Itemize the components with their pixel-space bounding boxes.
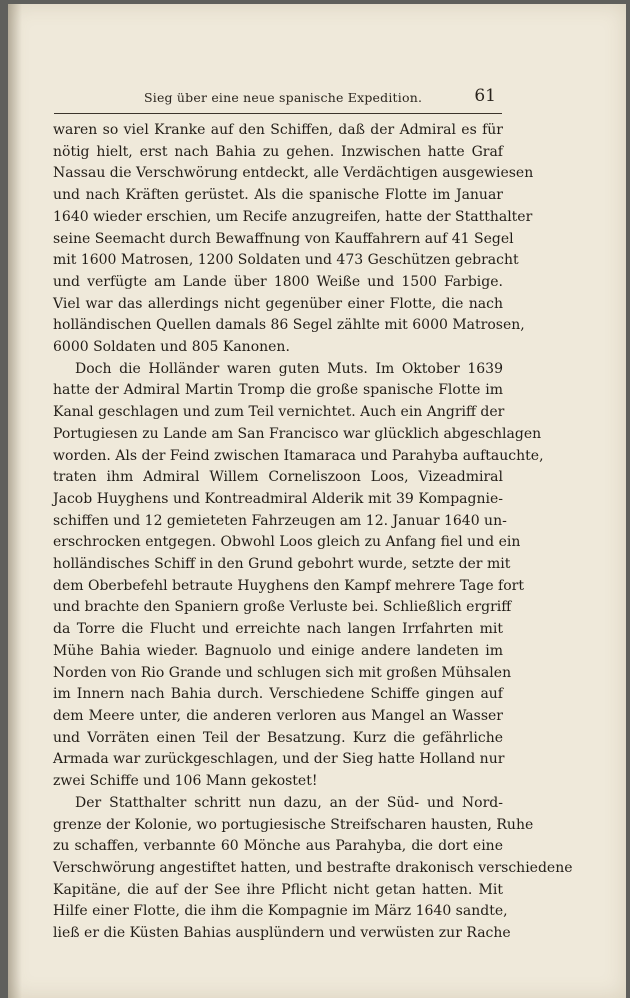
text-line: mit 1600 Matrosen, 1200 Soldaten und 473 Geschützen gebracht	[53, 252, 519, 269]
page-header	[8, 86, 626, 116]
text-line: Portugiesen zu Lande am San Francisco war glücklich abgeschlagen	[53, 425, 542, 442]
text-line: holländischen Quellen damals 86 Segel zählte mit 6000 Matrosen,	[53, 317, 525, 334]
text-line: worden. Als der Feind zwischen Itamaraca und Parahyba auftauchte,	[53, 447, 544, 464]
text-line: seine Seemacht durch Bewaffnung von Kauffahrern auf 41 Segel	[53, 230, 514, 247]
paragraph	[53, 120, 534, 359]
header-rule	[54, 113, 502, 114]
text-line: und nach Kräften gerüstet. Als die spanische Flotte im Januar	[53, 187, 503, 204]
text-line: dem Oberbefehl betraute Huyghens den Kampf mehrere Tage fort	[53, 577, 524, 594]
text-line: Kanal geschlagen und zum Teil vernichtet. Auch ein Angriff der	[53, 404, 505, 421]
text-line: schiffen und 12 gemieteten Fahrzeugen am 12. Januar 1640 un-	[53, 512, 507, 529]
running-title: Sieg über eine neue spanische Expedition.	[144, 90, 423, 105]
book-page	[8, 4, 626, 998]
text-line: nötig hielt, erst nach Bahia zu gehen. Inzwischen hatte Graf	[53, 143, 503, 160]
paragraph	[53, 359, 544, 793]
text-line: und Vorräten einen Teil der Besatzung. Kurz die gefährliche	[53, 729, 503, 746]
text-line: erschrocken entgegen. Obwohl Loos gleich zu Anfang fiel und ein	[53, 534, 521, 551]
text-line: hatte der Admiral Martin Tromp die große spanische Flotte im	[53, 382, 503, 399]
text-line: ließ er die Küsten Bahias ausplündern und verwüsten zur Rache	[53, 925, 511, 942]
text-line: Hilfe einer Flotte, die ihm die Kompagnie im März 1640 sandte,	[53, 903, 508, 920]
text-line: dem Meere unter, die anderen verloren aus Mangel an Wasser	[53, 707, 503, 724]
text-line: waren so viel Kranke auf den Schiffen, daß der Admiral es für	[53, 122, 503, 138]
text-line: Verschwörung angestiftet hatten, und bestrafte drakonisch verschiedene	[53, 859, 573, 876]
text-line: Armada war zurückgeschlagen, und der Sieg hatte Holland nur	[53, 751, 505, 768]
body-text	[53, 120, 573, 945]
text-line: Mühe Bahia wieder. Bagnuolo und einige andere landeten im	[53, 642, 503, 659]
text-line: zu schaffen, verbannte 60 Mönche aus Parahyba, die dort eine	[53, 838, 503, 855]
text-line: Doch die Holländer waren guten Muts. Im Oktober 1639	[75, 360, 503, 377]
text-line: im Innern nach Bahia durch. Verschiedene Schiffe gingen auf	[53, 686, 503, 703]
text-line: da Torre die Flucht und erreichte nach langen Irrfahrten mit	[53, 621, 503, 638]
text-line: Norden von Rio Grande und schlugen sich mit großen Mühsalen	[53, 664, 512, 681]
text-line: zwei Schiffe und 106 Mann gekostet!	[53, 773, 318, 790]
text-line: Nassau die Verschwörung entdeckt, alle Verdächtigen ausgewiesen	[53, 165, 534, 182]
text-line: 1640 wieder erschien, um Recife anzugreifen, hatte der Statthalter	[53, 208, 533, 225]
text-line: Der Statthalter schritt nun dazu, an der Süd- und Nord-	[75, 794, 503, 811]
text-line: grenze der Kolonie, wo portugiesische Streifscharen hausten, Ruhe	[53, 816, 534, 833]
text-line: 6000 Soldaten und 805 Kanonen.	[53, 339, 290, 356]
page-number: 61	[474, 86, 496, 106]
page-gutter-shadow	[8, 4, 22, 998]
text-line: und brachte den Spaniern große Verluste bei. Schließlich ergriff	[53, 599, 512, 616]
text-line: Jacob Huyghens und Kontreadmiral Alderik mit 39 Kompagnie-	[53, 490, 503, 507]
paragraph	[53, 793, 573, 945]
text-line: Viel war das allerdings nicht gegenüber einer Flotte, die nach	[53, 295, 503, 312]
text-line: traten ihm Admiral Willem Corneliszoon Loos, Vizeadmiral	[53, 469, 503, 486]
text-line: holländisches Schiff in den Grund gebohrt wurde, setzte der mit	[53, 556, 511, 573]
text-line: und verfügte am Lande über 1800 Weiße und 1500 Farbige.	[53, 273, 503, 290]
text-line: Kapitäne, die auf der See ihre Pflicht nicht getan hatten. Mit	[53, 881, 503, 898]
